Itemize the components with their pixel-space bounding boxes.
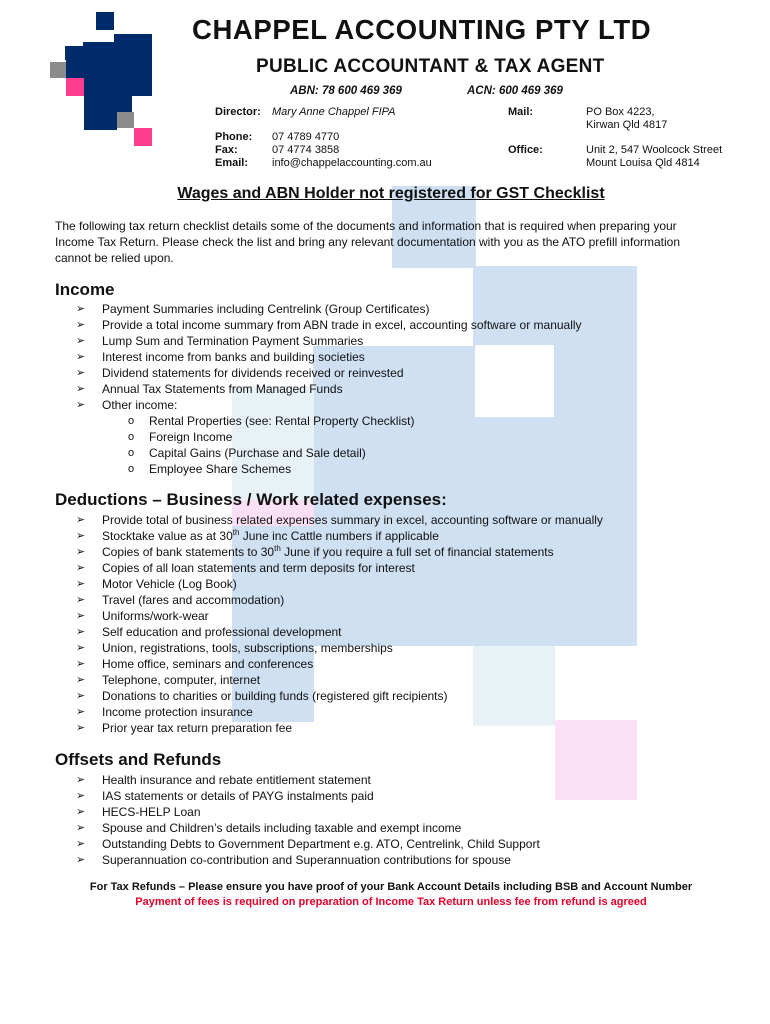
arrow-bullet-icon: ➢ bbox=[76, 790, 86, 802]
arrow-bullet-icon: ➢ bbox=[76, 774, 86, 786]
mail-address-line1: PO Box 4223, bbox=[586, 106, 655, 118]
arrow-bullet-icon: ➢ bbox=[76, 838, 86, 850]
refund-notice: For Tax Refunds – Please ensure you have proof of your Bank Account Details including BSB and Account Number bbox=[89, 881, 693, 893]
arrow-bullet-icon: ➢ bbox=[76, 399, 86, 411]
arrow-bullet-icon: ➢ bbox=[76, 530, 86, 542]
watermark-block bbox=[473, 646, 555, 726]
arrow-bullet-icon: ➢ bbox=[76, 642, 86, 654]
circle-bullet-icon: o bbox=[128, 431, 135, 443]
watermark-block bbox=[555, 720, 637, 800]
deductions-heading: Deductions – Business / Work related expenses: bbox=[55, 490, 447, 509]
director-value: Mary Anne Chappel FIPA bbox=[272, 106, 396, 118]
arrow-bullet-icon: ➢ bbox=[76, 822, 86, 834]
watermark-block bbox=[232, 386, 314, 501]
income-heading: Income bbox=[55, 280, 115, 299]
arrow-bullet-icon: ➢ bbox=[76, 319, 86, 331]
arrow-bullet-icon: ➢ bbox=[76, 722, 86, 734]
acn-number: ACN: 600 469 369 bbox=[467, 85, 563, 97]
arrow-bullet-icon: ➢ bbox=[76, 546, 86, 558]
arrow-bullet-icon: ➢ bbox=[76, 658, 86, 670]
company-name: CHAPPEL ACCOUNTING PTY LTD bbox=[192, 14, 652, 45]
payment-notice: Payment of fees is required on preparation of Income Tax Return unless fee from refund is agreed bbox=[135, 896, 647, 908]
circle-bullet-icon: o bbox=[128, 447, 135, 459]
company-subtitle: PUBLIC ACCOUNTANT & TAX AGENT bbox=[256, 56, 605, 77]
phone-label: Phone: bbox=[215, 131, 253, 143]
arrow-bullet-icon: ➢ bbox=[76, 514, 86, 526]
arrow-bullet-icon: ➢ bbox=[76, 854, 86, 866]
phone-value: 07 4789 4770 bbox=[272, 131, 340, 143]
arrow-bullet-icon: ➢ bbox=[76, 562, 86, 574]
arrow-bullet-icon: ➢ bbox=[76, 806, 86, 818]
office-label: Office: bbox=[508, 144, 543, 156]
email-label: Email: bbox=[215, 157, 249, 169]
arrow-bullet-icon: ➢ bbox=[76, 367, 86, 379]
fax-value: 07 4774 3858 bbox=[272, 144, 340, 156]
circle-bullet-icon: o bbox=[128, 415, 135, 427]
arrow-bullet-icon: ➢ bbox=[76, 690, 86, 702]
intro-paragraph: The following tax return checklist details some of the documents and information that is required when preparing your Income Tax Return. Please check the list and bring any relevant documentation with you as the ATO prefill information cannot be relied upon. bbox=[55, 219, 681, 265]
arrow-bullet-icon: ➢ bbox=[76, 626, 86, 638]
arrow-bullet-icon: ➢ bbox=[76, 303, 86, 315]
arrow-bullet-icon: ➢ bbox=[76, 610, 86, 622]
arrow-bullet-icon: ➢ bbox=[76, 674, 86, 686]
document-title: Wages and ABN Holder not registered for GST Checklist bbox=[177, 185, 605, 202]
mail-address-line2: Kirwan Qld 4817 bbox=[586, 119, 668, 131]
director-label: Director: bbox=[215, 106, 261, 118]
arrow-bullet-icon: ➢ bbox=[76, 706, 86, 718]
arrow-bullet-icon: ➢ bbox=[76, 578, 86, 590]
office-address-line2: Mount Louisa Qld 4814 bbox=[586, 157, 700, 169]
arrow-bullet-icon: ➢ bbox=[76, 335, 86, 347]
watermark-block bbox=[475, 345, 554, 417]
email-value[interactable]: info@chappelaccounting.com.au bbox=[272, 157, 432, 169]
circle-bullet-icon: o bbox=[128, 463, 135, 475]
arrow-bullet-icon: ➢ bbox=[76, 383, 86, 395]
arrow-bullet-icon: ➢ bbox=[76, 594, 86, 606]
fax-label: Fax: bbox=[215, 144, 238, 156]
abn-number: ABN: 78 600 469 369 bbox=[290, 85, 402, 97]
offsets-heading: Offsets and Refunds bbox=[55, 750, 222, 769]
mail-label: Mail: bbox=[508, 106, 534, 118]
arrow-bullet-icon: ➢ bbox=[76, 351, 86, 363]
company-logo bbox=[48, 12, 154, 148]
office-address-line1: Unit 2, 547 Woolcock Street bbox=[586, 144, 723, 156]
